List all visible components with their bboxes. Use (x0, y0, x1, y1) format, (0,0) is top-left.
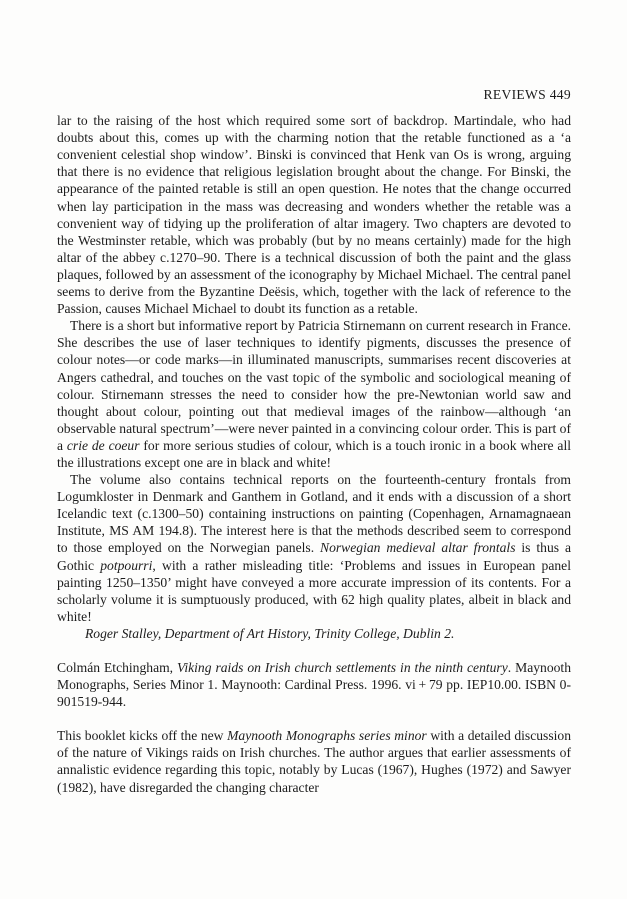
reviewer-signature (57, 625, 571, 642)
italic-text-run: Maynooth Monographs series minor (227, 728, 427, 744)
running-header (57, 86, 571, 103)
italic-text-run: Roger Stalley, Department of Art History, Trinity College, Dublin 2. (85, 625, 455, 641)
text-column (57, 86, 571, 796)
italic-text-run: Norwegian medieval altar frontals (320, 540, 516, 556)
text-run: The volume also contains technical reports on the fourteenth-century frontals from Logumkloster in Denmark and Ganthem in Gotland, and it ends with a discussion of a short Icelandic text (c.1300–50) containing instructions on painting (Copenhagen, Arnamagnaean Institute, MS AM 194.8). The interest here is that the methods described seem to correspond to those employed on the Norwegian panels. (57, 472, 571, 556)
running-header-section: REVIEWS (483, 87, 546, 102)
review-continuation-paragraph (57, 112, 571, 317)
italic-text-run: Viking raids on Irish church settlements in the ninth century (177, 660, 508, 675)
text-run: is thus a Gothic (57, 540, 571, 573)
italic-text-run: crie de coeur (66, 437, 140, 453)
text-run: . Maynooth Monographs, Series Minor 1. Maynooth: Cardinal Press. 1996. vi + 79 pp. IEP10.00. ISBN 0-901519-944. (57, 660, 571, 710)
text-run: lar to the raising of the host which required some sort of backdrop. Martindale, who had doubts about this, comes up with the charming notion that the retable functioned as a ‘a convenient celestial shop window’. Binski is convinced that Henk van Os is wrong, arguing that there is no evidence that religious legislation brought about the change. For Binski, the appearance of the painted retable is still an open question. He notes that the change occurred when lay participation in the mass was decreasing and wonders whether the retable was a convenient way of tidying up the proliferation of altar imagery. Two chapters are devoted to the Westminster retable, which was probably (but by no means certainly) made for the high altar of the abbey c.1270–90. There is a technical discussion of both the paint and the glass plaques, followed by an assessment of the iconography by Michael Michael. The central panel seems to derive from the Byzantine Deësis, which, together with the lack of reference to the Passion, causes Michael Michael to doubt its function as a retable. (57, 113, 571, 317)
text-run: for more serious studies of colour, which is a touch ironic in a book where all the illustrations except one are in black and white! (57, 437, 572, 470)
stirnemann-paragraph (57, 317, 571, 471)
italic-text-run: potpourri (100, 557, 153, 573)
text-run: with a detailed discussion of the nature of Vikings raids on Irish churches. The author argues that earlier assessments of annalistic evidence regarding this topic, notably by Lucas (1967), Hughes (1972) and Sawyer (1982), have disregarded the changing character (57, 728, 571, 795)
page-number: 449 (549, 87, 571, 102)
text-run: Colmán Etchingham, (57, 660, 178, 675)
text-run: , with a rather misleading title: ‘Problems and issues in European panel painting 1250–1350’ might have conveyed a more accurate impression of its contents. For a scholarly volume it is sumptuously produced, with 62 high quality plates, albeit in black and white! (57, 557, 571, 624)
frontals-paragraph (57, 471, 571, 625)
book-citation (57, 659, 571, 710)
new-review-opening-paragraph (57, 727, 571, 795)
text-run: This booklet kicks off the new (57, 728, 228, 744)
text-run: There is a short but informative report by Patricia Stirnemann on current research in France. She describes the use of laser techniques to identify pigments, discusses the presence of colour notes—or code marks—in illuminated manuscripts, summarises recent discoveries at Angers cathedral, and touches on the vast topic of the symbolic and sociological meaning of colour. Stirnemann stresses the need to consider how the pre-Newtonian world saw and thought about colour, pointing out that medieval images of the rainbow—although ‘an observable natural spectrum’—were never painted in a convincing colour order. This is part of a (57, 318, 571, 453)
review-body-text (57, 112, 571, 796)
